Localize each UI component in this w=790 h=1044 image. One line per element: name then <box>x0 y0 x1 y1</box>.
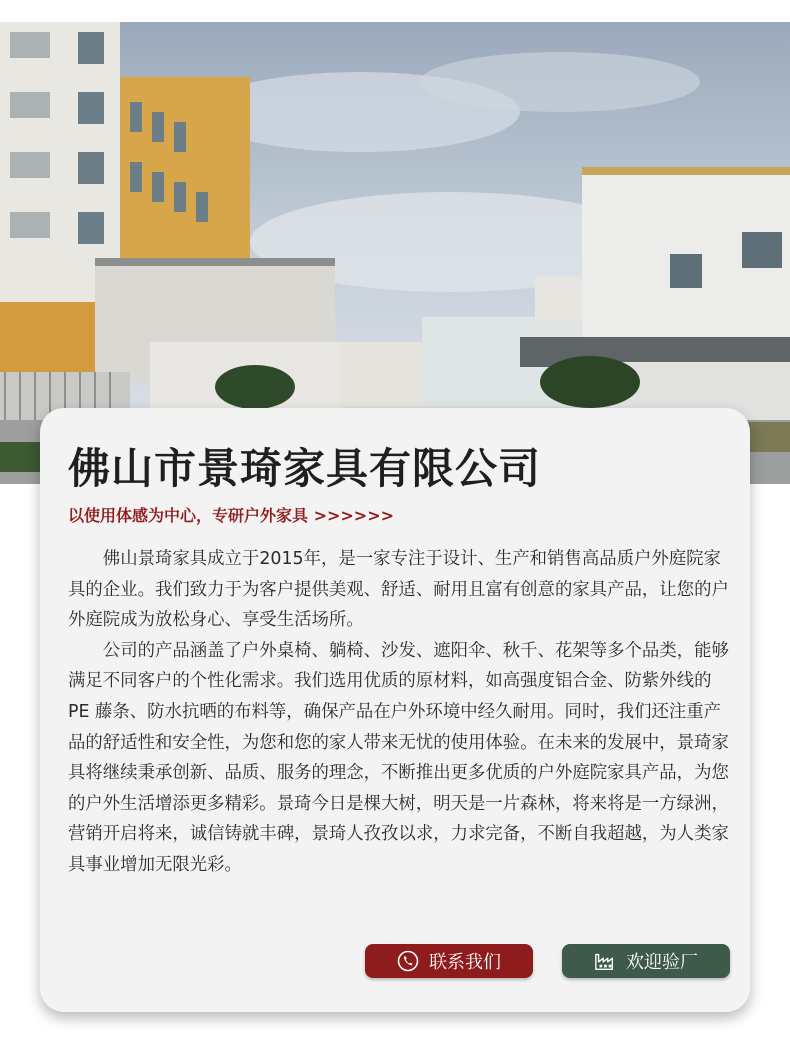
company-intro-card <box>40 408 750 1012</box>
factory-icon <box>594 950 616 972</box>
factory-visit-label: 欢迎验厂 <box>626 952 698 973</box>
company-slogan: 以使用体感为中心，专研户外家具 >>>>>> <box>68 506 395 525</box>
factory-visit-button[interactable] <box>562 944 730 978</box>
phone-icon <box>397 950 419 972</box>
intro-text <box>68 544 730 881</box>
company-name: 佛山市景琦家具有限公司 <box>68 444 542 493</box>
intro-paragraph: 佛山景琦家具成立于2015年，是一家专注于设计、生产和销售高品质户外庭院家具的企业。我们致力于为客户提供美观、舒适、耐用且富有创意的家具产品，让您的户外庭院成为放松身心、享受生活场所。 <box>68 549 729 631</box>
intro-paragraph: 公司的产品涵盖了户外桌椅、躺椅、沙发、遮阳伞、秋千、花架等多个品类，能够满足不同客户的个性化需求。我们选用优质的原材料，如高强度铝合金、防紫外线的PE 藤条、防水抗晒的布料等，确保产品在户外环境中经久耐用。同时，我们还注重产品的舒适性和安全性，为您和您的家人带来无忧的使用体验。在未来的发展中，景琦家具将继续秉承创新、品质、服务的理念，不断推出更多优质的户外庭院家具产品，为您的户外生活增添更多精彩。景琦今日是棵大树，明天是一片森林，将来将是一方绿洲，营销开启将来，诚信铸就丰碑，景琦人孜孜以求，力求完备，不断自我超越，为人类家具事业增加无限光彩。 <box>68 640 729 875</box>
contact-us-label: 联系我们 <box>429 952 501 973</box>
contact-us-button[interactable] <box>365 944 533 978</box>
